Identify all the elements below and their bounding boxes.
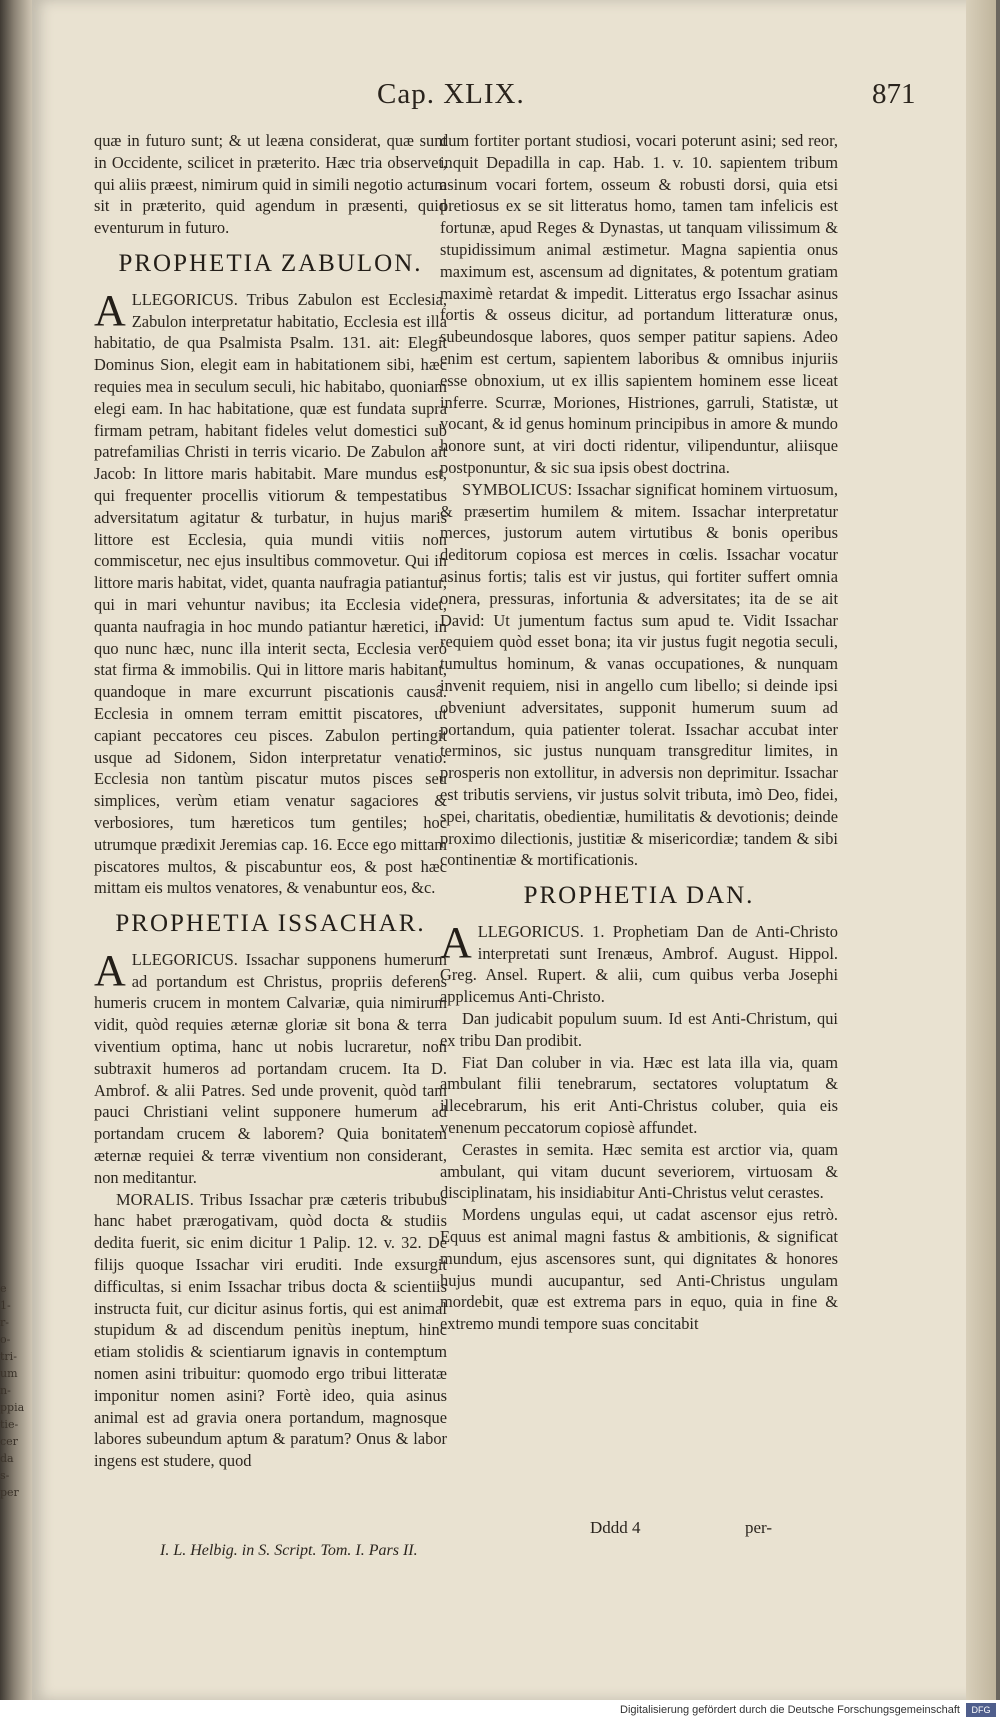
sliver-line: da bbox=[0, 1452, 14, 1465]
right-column bbox=[440, 130, 838, 1335]
sliver-line: s- bbox=[0, 1469, 10, 1482]
sliver-line: tie- bbox=[0, 1418, 19, 1431]
paragraph: Fiat Dan coluber in via. Hæc est lata illa via, quam ambulant filii tenebrarum, sectatores voluptatum & illecebrarum, his erit Anti-Christus coluber, quia eis venenum peccatorum copiosè affundet. bbox=[440, 1052, 838, 1138]
paragraph: Cerastes in semita. Hæc semita est arctior via, quam ambulant, qui vitam ducunt severiorem, virtuosam & disciplinatam, his insidiabitur Anti-Christus velut cerastes. bbox=[440, 1139, 838, 1203]
drop-capital: A bbox=[94, 945, 126, 995]
dfg-logo: DFG bbox=[966, 1703, 996, 1717]
sliver-line: tri- bbox=[0, 1350, 17, 1363]
paragraph: quæ in futuro sunt; & ut leæna considerat, quæ sunt in Occidente, scilicet in præterito. Hæc tria observet, qui aliis præest, nimirum quid in simili negotio actum sit in præterito, quid agendum in præsenti, quid eventurum in futuro. bbox=[94, 131, 447, 238]
sliver-line: o- bbox=[0, 1333, 11, 1346]
paragraph bbox=[440, 917, 838, 1008]
sliver-line: r- bbox=[0, 1316, 9, 1329]
paragraph: dum fortiter portant studiosi, vocari poterunt asini; sed reor, inquit Depadilla in cap. Hab. 1. v. 10. sapientem tribum asinum vocari fortem, osseum & robusti dorsi, quia etsi pretiosus ex se sit litteratus homo, tamen tam infelicis est fortunæ, apud Reges & Dynastas, ut tanquam vilissimum & stupidissimum animal æstimetur. Magna sapientia onus maximum est, ascensum ad dignitates, & potentum gratiam maximè retardat & impedit. Litteratus ergo Issachar asinus fortis & osseus dicitur, ad portandum litteraturæ onus, subeundosque labores, quos semper patitur sapiens. Adeo enim est certum, sapientem laboribus & omnibus injuriis esse obnoxium, ut ex illis sapientem hominem esse liceat inferre. Scurræ, Moriones, Histriones, garruli, Statistæ, ut vocant, & id genus hominum principibus in amore & mundo honore sunt, at viri docti ridentur, vilipenduntur, aliisque postponuntur, & sic sua ipsis obest doctrina. bbox=[440, 131, 838, 477]
sliver-line: 1- bbox=[0, 1299, 11, 1312]
section-heading: PROPHETIA ZABULON. bbox=[118, 249, 423, 277]
credit-text: Digitalisierung gefördert durch die Deutsche Forschungsgemeinschaft bbox=[620, 1704, 960, 1716]
catchword: per- bbox=[745, 1518, 773, 1537]
left-column bbox=[94, 130, 447, 1472]
footer-reference: I. L. Helbig. in S. Script. Tom. I. Pars II. bbox=[160, 1542, 418, 1559]
paragraph: SYMBOLICUS: Issachar significat hominem virtuosum, & præsertim humilem & mitem. Issachar interpretatur merces, justorum autem virtutibus & bonis operibus deditorum copiosa est merces in cœlis. Issachar vocatur asinus fortis; talis est vir justus, qui fortiter suffert omnia onera, pressuras, infortunia & adversitates; ita de se ait David: Ut jumentum factus sum apud te. Vidit Issachar requiem quòd esset bona; ita vir justus fugit negotia seculi, tumultus hominum, & vanas occupationes, & nunquam invenit requiem, nisi in angello cum libello; si deinde ipsi obveniunt adversitates, supponit humerum suum ad portandum, quia patienter tolerat. Issachar accubat inter terminos, sic justus nunquam transgreditur limites, in prosperis non extollitur, in adversis non deprimitur. Issachar est tributis serviens, vir justus solvit tributa, imò Deo, fidei, spei, charitatis, obedientiæ, humilitatis & devotionis; deinde proximo dilectionis, justitiæ & misericordiæ; tandem & sibi continentiæ & mortificationis. bbox=[440, 479, 838, 870]
digitization-credit bbox=[0, 1700, 1000, 1720]
page-edge-strip bbox=[966, 0, 996, 1700]
drop-capital: A bbox=[440, 917, 472, 967]
book-page bbox=[32, 0, 996, 1700]
left-page-sliver bbox=[0, 1280, 30, 1510]
running-head: Cap. XLIX. bbox=[377, 78, 525, 110]
page-number: 871 bbox=[872, 78, 916, 110]
section-heading: PROPHETIA ISSACHAR. bbox=[115, 910, 426, 938]
paragraph: Mordens ungulas equi, ut cadat ascensor ejus retrò. Equus est animal magni fastus & ambitionis, & significat mundum, ejus ascensores sunt, qui dignitates & honores hujus mundi aucupantur, sed Anti-Christus ungulam mordebit, quæ est extrema pars in equo, quia in fine & extremo mundi tempore suas concitabit bbox=[440, 1205, 838, 1334]
paragraph: Dan judicabit populum suum. Id est Anti-Christum, qui ex tribu Dan prodibit. bbox=[440, 1009, 838, 1050]
paragraph bbox=[94, 945, 447, 1189]
paragraph-text: LLEGORICUS. 1. Prophetiam Dan de Anti-Christo interpretati sunt Irenæus, Ambrof. August. Hippol. Greg. Ansel. Rupert. & alii, cum quibus verba Josephi applicemus Anti-Christo. bbox=[440, 921, 838, 1007]
page-header bbox=[32, 78, 996, 118]
paragraph bbox=[94, 285, 447, 899]
sliver-line: cer bbox=[0, 1435, 18, 1448]
sliver-line: um bbox=[0, 1367, 18, 1380]
sliver-line: e bbox=[0, 1282, 7, 1295]
signature-mark: Dddd 4 bbox=[590, 1518, 641, 1537]
sliver-line: per bbox=[0, 1486, 19, 1499]
paragraph-text: LLEGORICUS. Issachar supponens humerum ad portandum est Christus, propriis deferens humeris crucem in montem Calvariæ, quia nimirum vidit, quòd requies æternæ gloriæ sit bona & terra viventium optima, hanc ut nobis lucraretur, non subtraxit humeros ad portandam crucem. Ita D. Ambrof. & alii Patres. Sed unde provenit, quòd tam pauci Christiani velint supponere humerum ad portandam crucem & laborem? Quia bonitatem æternæ requiei & terræ viventium non considerant, non meditantur. bbox=[94, 949, 447, 1187]
sliver-line: ppia bbox=[0, 1401, 25, 1414]
drop-capital: A bbox=[94, 285, 126, 335]
paragraph: MORALIS. Tribus Issachar præ cæteris tribubus hanc habet prærogativam, quòd docta & studiis dedita fuerit, sic enim dicitur 1 Palip. 12. v. 32. De filijs quoque Issachar viri eruditi. Inde exsurgit difficultas, si enim Issachar tribus docta & scientiis instructa fuit, cur dicitur asinus fortis, qui est animal stupidum & ad discendum penitùs ineptum, hinc etiam stolidis & scientiarum ignavis in contemptum nomen asini tribuitur: quomodo ergo tribui litteratæ imponitur nomen asini? Fortè ideo, quia asinus animal est ad gravia onera portandum, magnosque labores subeundum aptum & paratum? Onus & labor ingens est studere, quod bbox=[94, 1189, 447, 1471]
sliver-line: n- bbox=[0, 1384, 11, 1397]
section-heading: PROPHETIA DAN. bbox=[523, 882, 755, 910]
paragraph-text: LLEGORICUS. Tribus Zabulon est Ecclesia, Zabulon interpretatur habitatio, Ecclesia est illa habitatio, de qua Psalmista Psalm. 131. ait: Elegit Dominus Sion, elegit eam in habitationem sibi, hæc requies mea in seculum seculi, hic habitabo, quoniam elegi eam. In hac habitatione, quæ est fundata supra firmam petram, habitant fideles velut domestici sub patrefamilias Christi in terris vicario. De Zabulon ait Jacob: In littore maris habitabit. Mare mundus est, qui frequenter procellis vitiorum & tempestatibus adversitatum agitatur & turbatur, in hujus maris littore est Ecclesia, quia mundi vitiis non commiscetur, nec ejus insultibus commovetur. Qui in littore maris habitat, videt, quanta naufragia patiantur, qui in mari vehuntur navibus; ita Ecclesia videt, quanta naufragia in hoc mundo patiantur hæretici, in quo nunc hæc, nunc illa interit secta, Ecclesia verò stat firma & immobilis. Qui in littore maris habitant, quandoque in mare excurrunt piscationis causâ. Ecclesia in omnem terram emittit piscatores, ut capiant peccatores ceu pisces. Zabulon pertingit usque ad Sidonem, Sidon interpretatur venatio: Ecclesia non tantùm piscatur mutos pisces seu simplices, verùm etiam venatur sagaciores & verbosiores, tum hæreticos tum gentiles; hoc utrumque prædixit Jeremias cap. 16. Ecce ego mittam piscatores multos, & piscabuntur eos, & post hæc mittam eis multos venatores, & venabuntur eos, &c. bbox=[94, 289, 447, 898]
